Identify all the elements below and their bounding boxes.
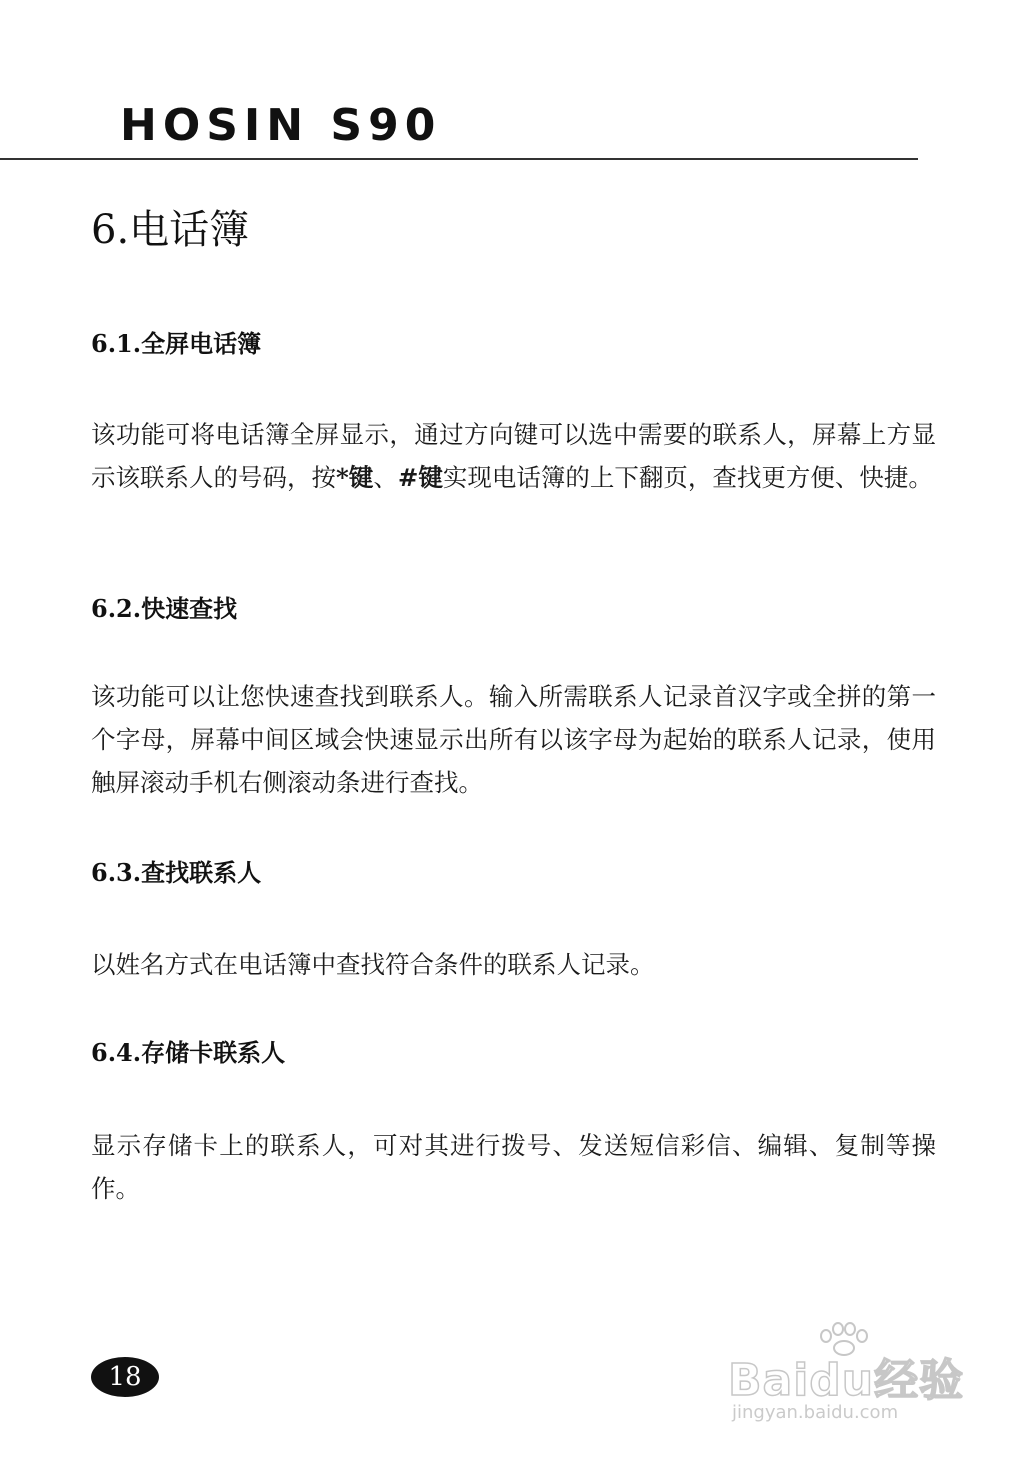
section-body-6-1: 该功能可将电话簿全屏显示，通过方向键可以选中需要的联系人，屏幕上方显示该联系人的号码，按*键、#键实现电话簿的上下翻页，查找更方便、快捷。 (91, 420, 936, 492)
key-star: *键 (336, 463, 374, 492)
header-divider (0, 158, 918, 160)
watermark (728, 1322, 968, 1432)
section-heading-6-4: 6.4.存储卡联系人 (91, 1038, 286, 1067)
chapter-title: 6.电话簿 (91, 207, 250, 253)
brand-logo: HOSIN S90 (120, 100, 442, 151)
watermark-url: jingyan.baidu.com (732, 1402, 899, 1423)
key-hash: #键 (397, 463, 443, 492)
page-number-badge (91, 1357, 159, 1397)
page-number: 18 (108, 1362, 142, 1392)
section-body-6-2: 该功能可以让您快速查找到联系人。输入所需联系人记录首汉字或全拼的第一个字母，屏幕中间区域会快速显示出所有以该字母为起始的联系人记录，使用触屏滚动手机右侧滚动条进行查找。 (91, 682, 936, 797)
section-heading-6-2: 6.2.快速查找 (91, 594, 238, 623)
section-body-6-3: 以姓名方式在电话簿中查找符合条件的联系人记录。 (91, 950, 655, 979)
section-body-6-4: 显示存储卡上的联系人，可对其进行拨号、发送短信彩信、编辑、复制等操作。 (91, 1131, 936, 1203)
watermark-logo: Baidu经验 (728, 1355, 965, 1406)
section-heading-6-1: 6.1.全屏电话簿 (91, 329, 262, 358)
section-heading-6-3: 6.3.查找联系人 (91, 858, 262, 887)
